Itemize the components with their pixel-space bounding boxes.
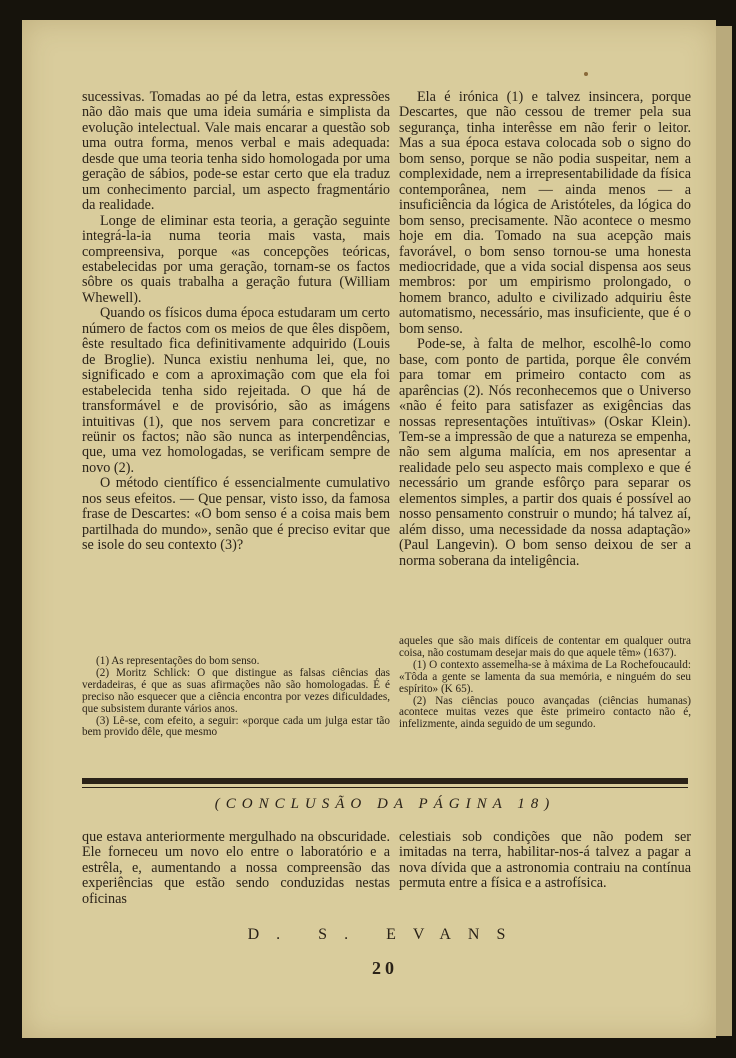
right-paragraph-1: Ela é irónica (1) e talvez insincera, porque Descartes, que não cessou de tremer pela sua segurança, tinha interêsse em não ferir o leitor. Mas a sua época estava colocada sob o signo do bom senso, porque se não podia suspeitar, nem a complexidade, nem a irrepresentabilidade da física contemporânea, nem — ainda menos — a insuficiência da lógica de Aristóteles, da lógica do bom senso, precisamente. Não acontece o mesmo hoje em dia. Tomado na sua acepção mais favorável, o bom senso tornou-se uma honesta mediocridade, que a vida social dispensa aos seus membros: por um empirismo prolongado, o homem branco, adulto e civilizado adquiriu êste automatismo, necessário, mas insuficiente, que é o bom senso. <box>399 89 691 337</box>
ink-speck <box>584 72 588 76</box>
left-paragraph-4: O método científico é essencialmente cumulativo nos seus efeitos. — Que pensar, visto isso, da famosa frase de Descartes: «O bom senso é a coisa mais bem partilhada do mundo», senão que é preciso evitar que se isole do seu contexto (3)? <box>82 475 390 554</box>
left-paragraph-2: Longe de eliminar esta teoria, a geração seguinte integrá-la-ia numa teoria mais vasta, mais compreensiva, porque «as concepções teóricas, estabelecidas por uma geração, tornam-se os factos sôbre os quais trabalha a geração futura (William Whewell). <box>82 212 390 306</box>
author-signature: D. S. EVANS <box>247 926 523 943</box>
left-footnote-3: (3) Lê-se, com efeito, a seguir: «porque cada um julga estar tão bem provido dêle, que mesmo <box>82 714 390 739</box>
right-column <box>399 90 691 569</box>
right-footnote-continuation: aqueles que são mais difíceis de contentar em qualquer outra coisa, não costumam desejar mais do que aquele têm» (1637). <box>399 635 691 659</box>
right-footnote-1: (1) O contexto assemelha-se à máxima de La Rochefoucauld: «Tôda a gente se lamenta da sua memória, e ninguém do seu espírito» (K 65). <box>399 658 691 695</box>
magazine-page <box>22 20 716 1038</box>
left-paragraph-3: Quando os físicos duma época estudaram um certo número de factos com os meios de que êles dispõem, êste resultado fica definitivamente adquirido (Louis de Broglie). Nunca existiu nenhuma lei, que, no significado e com a aproximação com que ela foi estabelecida tenha sido rejeitada. O que há de transformável e de provisório, são as imágens intuitivas (1), que nos servem para concretizar e reünir os factos; não são nunca as interpendências, que, uma vez homologadas, se verificam sempre de novo (2). <box>82 305 390 476</box>
left-column <box>82 90 390 554</box>
section-divider-thin <box>82 787 688 788</box>
section-divider-thick <box>82 778 688 784</box>
left-paragraph-1: sucessivas. Tomadas ao pé da letra, estas expressões não dão mais que uma ideia sumária e simplista da evolução intelectual. Vale mais encarar a questão sob uma outra forma, menos verbal e mais adequada: desde que uma teoria tenha sido homologada por uma geração de sábios, pode-se estar certo que ela traduz um conhecimento parcial, um aspecto fragmentário da realidade. <box>82 89 390 214</box>
continuation-heading: (CONCLUSÃO DA PÁGINA 18) <box>214 796 556 812</box>
bottom-left-column <box>82 830 390 907</box>
page-number: 20 <box>372 958 398 978</box>
bottom-left-paragraph: que estava anteriormente mergulhado na obscuridade. Ele forneceu um novo elo entre o laboratório e a estrêla, e, aumentando a nossa compreensão das experiências que estão sendo conduzidas nestas oficinas <box>82 829 390 907</box>
left-footnote-1: (1) As representações do bom senso. <box>96 655 260 667</box>
right-paragraph-2: Pode-se, à falta de melhor, escolhê-lo como base, com ponto de partida, porque êle convém para tomar em primeiro contacto com as aparências (2). Nós reconhecemos que o Universo «não é feito para satisfazer as exigências das nossas representações intuïtivas» (Oskar Klein). Tem-se a impressão de que a natureza se empenha, não sem alguma malícia, em nos apresentar a realidade pelo seu aspecto mais complexo e que é necessário um grande esfôrço para separar os elementos simples, a partir dos quais é possível ao nosso pensamento construir o mundo; há talvez aí, além disso, uma necessidade da nossa adaptação» (Paul Langevin). O bom senso deixou de ser a norma soberana da inteligência. <box>399 336 691 569</box>
right-footnote-2: (2) Nas ciências pouco avançadas (ciências humanas) acontece muitas vezes que êste primeiro contacto não é, infelizmente, ainda seguido de um segundo. <box>399 694 691 731</box>
bottom-right-paragraph: celestiais sob condições que não podem ser imitadas na terra, habilitar-nos-á talvez a pagar a nova dívida que a astronomia contraiu na contínua permuta entre a física e a astrofísica. <box>399 829 691 892</box>
bottom-right-column <box>399 830 691 892</box>
right-footnotes <box>399 636 691 731</box>
left-footnotes <box>82 656 390 739</box>
left-footnote-2: (2) Moritz Schlick: O que distingue as falsas ciências das verdadeiras, é que as suas afirmações não são homologadas. É é preciso não esquecer que a ciência encontra por vezes dificuldades, que subsistem durante vários anos. <box>82 666 390 715</box>
